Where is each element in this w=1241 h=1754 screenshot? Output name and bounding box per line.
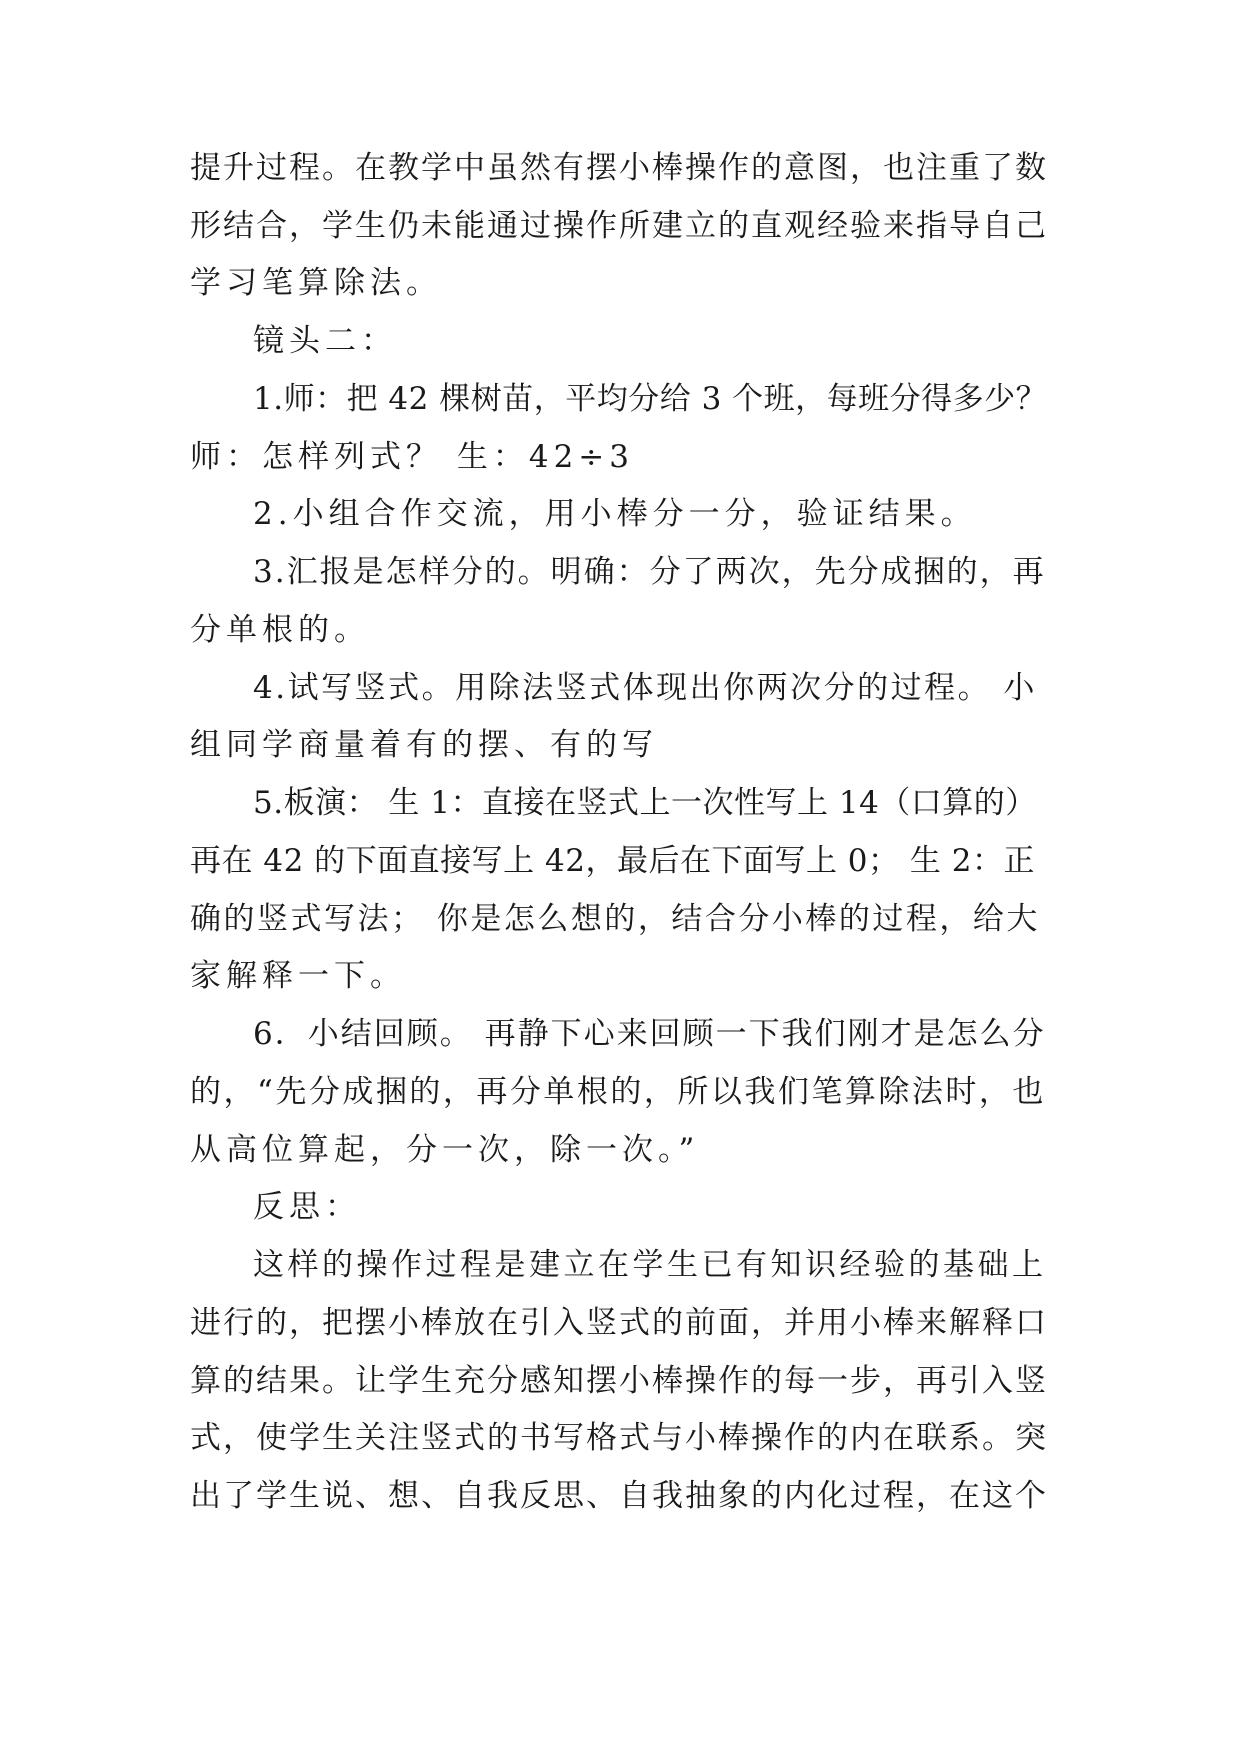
text-line: 学习笔算除法。 xyxy=(190,265,442,301)
text-line: 从高位算起，分一次，除一次。” xyxy=(190,1132,700,1168)
section-heading: 反思： xyxy=(253,1189,361,1225)
text-line: 1.师：把 42 棵树苗，平均分给 3 个班，每班分得多少？ xyxy=(253,381,1048,417)
text-line: 这样的操作过程是建立在学生已有知识经验的基础上 xyxy=(253,1247,1047,1283)
section-heading: 镜头二： xyxy=(253,323,397,359)
text-line: 算的结果。让学生充分感知摆小棒操作的每一步，再引入竖 xyxy=(190,1363,1048,1399)
text-line: 式，使学生关注竖式的书写格式与小棒操作的内在联系。突 xyxy=(190,1420,1048,1456)
text-line: 出了学生说、想、自我反思、自我抽象的内化过程，在这个 xyxy=(190,1478,1048,1514)
text-line: 进行的，把摆小棒放在引入竖式的前面，并用小棒来解释口 xyxy=(190,1305,1048,1341)
text-line: 3.汇报是怎样分的。明确：分了两次，先分成捆的，再 xyxy=(253,554,1046,590)
text-line: 形结合，学生仍未能通过操作所建立的直观经验来指导自己 xyxy=(190,208,1048,244)
text-line: 提升过程。在教学中虽然有摆小棒操作的意图，也注重了数 xyxy=(190,150,1048,186)
text-line: 组同学商量着有的摆、有的写 xyxy=(190,727,658,763)
text-line: 的，“先分成捆的，再分单根的，所以我们笔算除法时，也 xyxy=(190,1074,1046,1110)
text-line: 6．小结回顾。 再静下心来回顾一下我们刚才是怎么分 xyxy=(253,1016,1046,1052)
text-line: 分单根的。 xyxy=(190,612,370,648)
text-line: 再在 42 的下面直接写上 42，最后在下面写上 0； 生 2：正 xyxy=(190,843,1035,879)
text-line: 4.试写竖式。用除法竖式体现出你两次分的过程。 小 xyxy=(253,670,1037,706)
text-line: 5.板演： 生 1：直接在竖式上一次性写上 14（口算的） xyxy=(253,785,1037,821)
text-line: 2.小组合作交流，用小棒分一分，验证结果。 xyxy=(253,496,977,532)
text-line: 师：怎样列式？ 生：42÷3 xyxy=(190,439,634,475)
text-line: 家解释一下。 xyxy=(190,958,406,994)
text-line: 确的竖式写法； 你是怎么想的，结合分小棒的过程，给大 xyxy=(190,901,1040,937)
